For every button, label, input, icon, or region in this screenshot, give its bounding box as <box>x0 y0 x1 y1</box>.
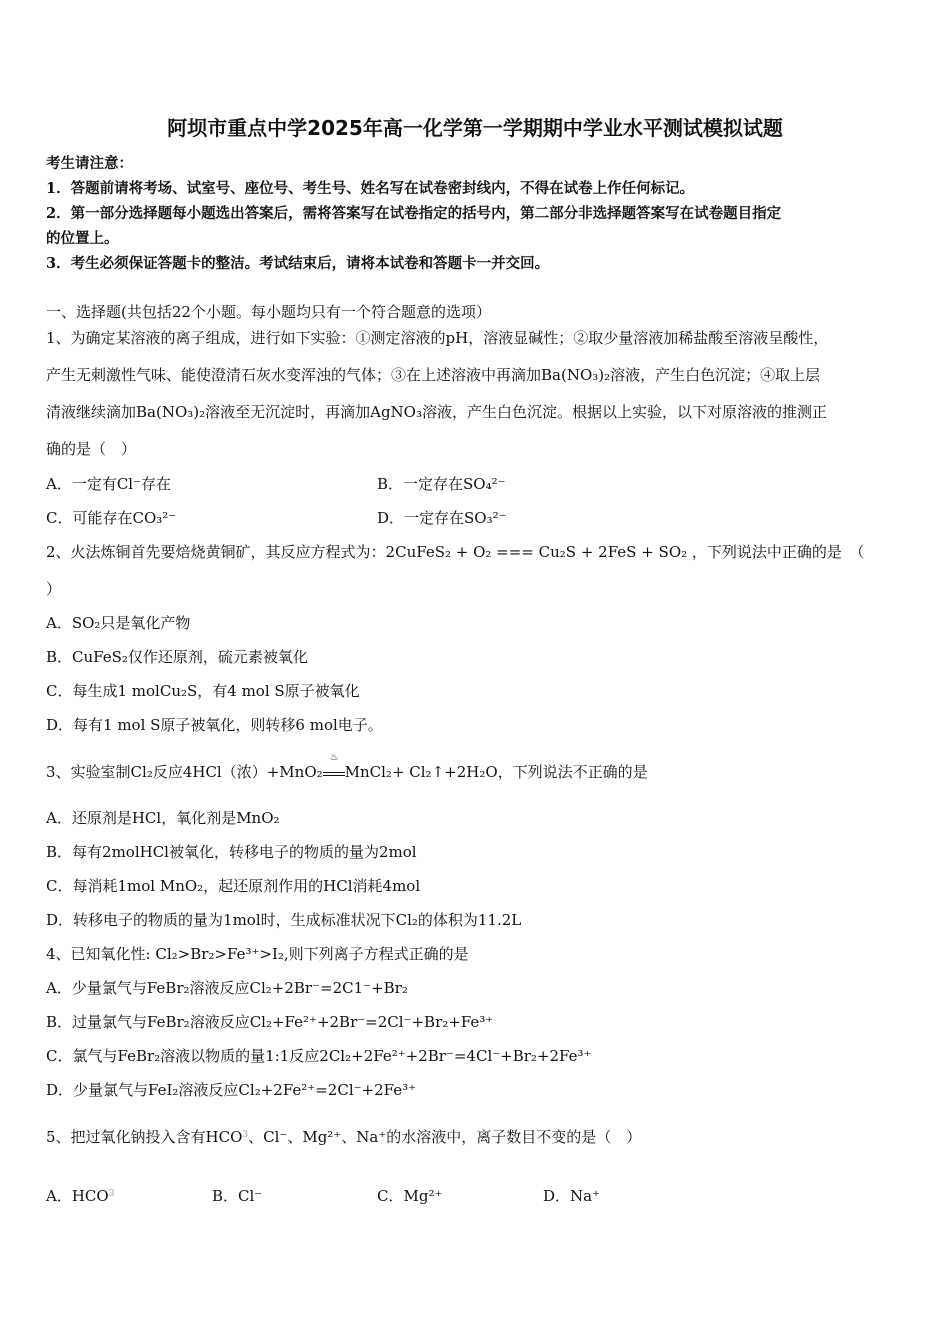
q5-line-1 <box>46 1126 641 1147</box>
notice-item-2: 2．第一部分选择题每小题选出答案后，需将答案写在试卷指定的括号内，第二部分非选择题答案写在试卷题目指定 <box>46 205 782 222</box>
q3-line-1 <box>46 752 648 782</box>
section-heading: 一、选择题(共包括22个小题。每小题均只有一个符合题意的选项） <box>46 303 491 321</box>
q3-option-c: C．每消耗1mol MnO₂，起还原剂作用的HCl消耗4mol <box>46 877 421 895</box>
q1-line-3: 清液继续滴加Ba(NO₃)₂溶液至无沉淀时，再滴加AgNO₃溶液，产生白色沉淀。根据以上实验，以下对原溶液的推测正 <box>46 403 827 421</box>
q3-option-d: D．转移电子的物质的量为1mol时，生成标准状况下Cl₂的体积为11.2L <box>46 911 522 929</box>
q3-line-1-start: 3、实验室制Cl₂反应4HCl（浓）+MnO₂ <box>46 763 323 781</box>
notice-heading: 考生请注意： <box>46 155 133 172</box>
q2-option-c: C．每生成1 molCu₂S，有4 mol S原子被氧化 <box>46 682 360 700</box>
q5-line-1-start: 5、把过氧化钠投入含有HCO <box>46 1128 243 1146</box>
q5-option-a-faint-subscript: 3 <box>108 1189 115 1199</box>
q2-line-2: ） <box>46 580 62 598</box>
q1-line-4: 确的是（ ） <box>46 440 137 458</box>
q1-option-d: D．一定存在SO₃²⁻ <box>377 509 507 527</box>
notice-item-1: 1．答题前请将考场、试室号、座位号、考生号、姓名写在试卷密封线内，不得在试卷上作任何标记。 <box>46 180 695 197</box>
q5-option-b: B．Cl⁻ <box>212 1187 263 1205</box>
q5-option-a-text: A．HCO <box>46 1187 109 1205</box>
q3-option-b: B．每有2molHCl被氧化，转移电子的物质的量为2mol <box>46 843 417 861</box>
notice-item-3: 3．考生必须保证答题卡的整洁。考试结束后，请将本试卷和答题卡一并交回。 <box>46 255 550 272</box>
q2-option-a: A．SO₂只是氧化产物 <box>46 614 191 632</box>
hco3-faint-subscript: 3 <box>242 1130 249 1140</box>
q1-option-c: C．可能存在CO₃²⁻ <box>46 509 177 527</box>
q4-option-b: B．过量氯气与FeBr₂溶液反应Cl₂+Fe²⁺+2Br⁻=2Cl⁻+Br₂+Fe³⁺ <box>46 1013 494 1031</box>
q5-line-1-end: 、Cl⁻、Mg²⁺、Na⁺的水溶液中，离子数目不变的是（ ） <box>248 1128 642 1146</box>
q5-option-c: C．Mg²⁺ <box>377 1187 443 1205</box>
q3-option-a: A．还原剂是HCl，氧化剂是MnO₂ <box>46 809 280 827</box>
q4-option-c: C．氯气与FeBr₂溶液以物质的量1:1反应2Cl₂+2Fe²⁺+2Br⁻=4Cl⁻+Br₂+2Fe³⁺ <box>46 1047 592 1065</box>
q1-line-1: 1、为确定某溶液的离子组成，进行如下实验：①测定溶液的pH，溶液显碱性；②取少量溶液加稀盐酸至溶液呈酸性， <box>46 329 829 347</box>
page-title: 阿坝市重点中学2025年高一化学第一学期期中学业水平测试模拟试题 <box>167 116 783 140</box>
q4-line-1: 4、已知氧化性: Cl₂>Br₂>Fe³⁺>I₂,则下列离子方程式正确的是 <box>46 945 469 963</box>
notice-item-2-cont: 的位置上。 <box>46 230 119 247</box>
q1-option-b: B．一定存在SO₄²⁻ <box>377 475 506 493</box>
q2-line-1: 2、火法炼铜首先要焙烧黄铜矿，其反应方程式为：2CuFeS₂ + O₂ === Cu₂S + 2FeS + SO₂ ，下列说法中正确的是 （ <box>46 543 865 561</box>
q4-option-d: D．少量氯气与FeI₂溶液反应Cl₂+2Fe²⁺=2Cl⁻+2Fe³⁺ <box>46 1081 417 1099</box>
q1-option-a: A．一定有Cl⁻存在 <box>46 475 172 493</box>
heat-equals-sign-icon: ♨ <box>323 766 345 780</box>
q5-option-a <box>46 1185 114 1206</box>
q2-option-b: B．CuFeS₂仅作还原剂，硫元素被氧化 <box>46 648 308 666</box>
q4-option-a: A．少量氯气与FeBr₂溶液反应Cl₂+2Br⁻=2C1⁻+Br₂ <box>46 979 408 997</box>
q3-line-1-end: MnCl₂+ Cl₂↑+2H₂O，下列说法不正确的是 <box>344 763 648 781</box>
q5-option-d: D．Na⁺ <box>543 1187 601 1205</box>
q2-option-d: D．每有1 mol S原子被氧化，则转移6 mol电子。 <box>46 716 383 734</box>
q1-line-2: 产生无刺激性气味、能使澄清石灰水变浑浊的气体；③在上述溶液中再滴加Ba(NO₃)₂溶液，产生白色沉淀；④取上层 <box>46 366 821 384</box>
